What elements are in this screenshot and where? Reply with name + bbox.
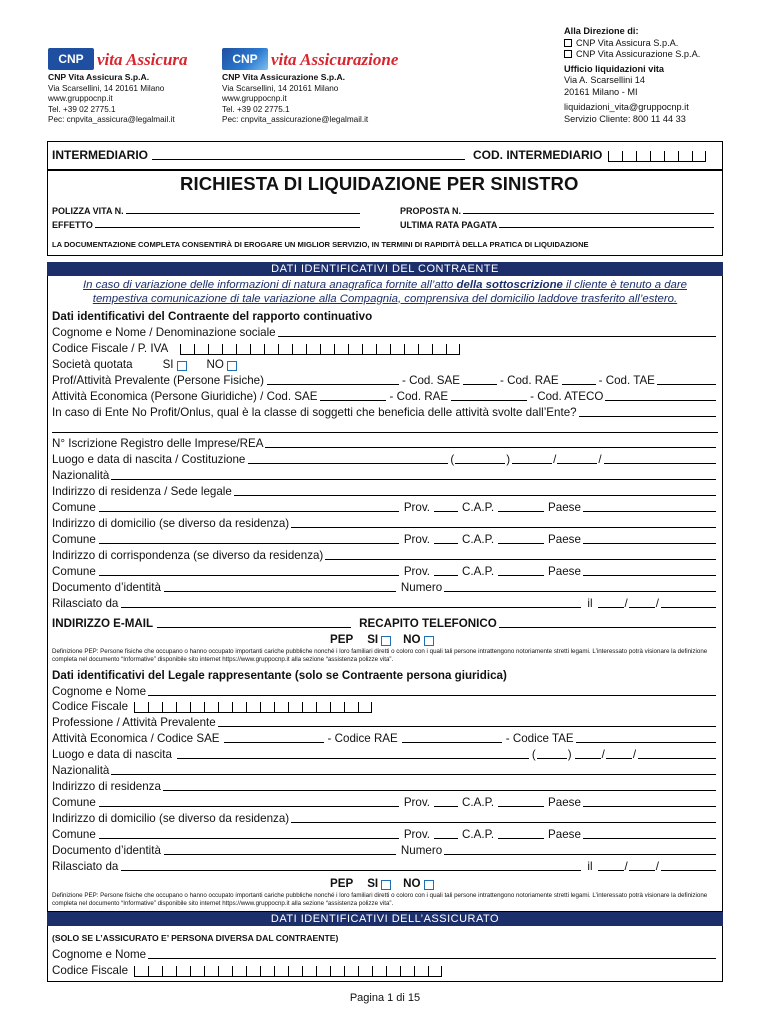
direction-option-2: CNP Vita Assicurazione S.p.A. [576, 49, 701, 59]
nazionalita-field[interactable] [111, 479, 716, 480]
page-title: RICHIESTA DI LIQUIDAZIONE PER SINISTRO [180, 173, 579, 194]
legale-nascita-label: Luogo e data di nascita [52, 748, 172, 761]
pep-no-label: NO [403, 877, 421, 890]
assicurato-cf-label: Codice Fiscale [52, 964, 129, 977]
pep-no-checkbox[interactable] [424, 636, 434, 646]
legale-nazionalita-row [52, 764, 718, 777]
ente-field[interactable] [579, 416, 716, 417]
prof-row [52, 374, 718, 387]
paese-label: Paese [548, 533, 581, 546]
legale-cognome-row [52, 685, 718, 698]
domicilio-row [52, 517, 718, 530]
cap-label: C.A.P. [462, 828, 495, 841]
prov-field[interactable] [434, 838, 458, 839]
legale-residenza-field[interactable] [163, 790, 716, 791]
company-pec: Pec: cnpvita_assicurazione@legalmail.it [222, 115, 369, 124]
company-info-assicura [48, 72, 175, 126]
assicurato-cf-field[interactable] [134, 966, 442, 977]
no-label: NO [206, 358, 224, 371]
cod-rae-label: - Cod. RAE [500, 374, 559, 387]
direction-title: Alla Direzione di: [564, 26, 639, 36]
paese-label: Paese [548, 796, 581, 809]
legale-nascita-giorno-field[interactable] [575, 758, 601, 759]
notice-text: LA DOCUMENTAZIONE COMPLETA CONSENTIRÀ DI EROGARE UN MIGLIOR SERVIZIO, IN TERMINI DI RAPIDITÀ DELLA PRATICA DI LIQUIDAZIONE [52, 240, 589, 249]
attivita-rae-field[interactable] [451, 400, 527, 401]
telefono-field[interactable] [499, 627, 716, 628]
checkbox-assicurazione[interactable] [564, 50, 572, 58]
legale-rilascio-anno-field[interactable] [661, 870, 716, 871]
legale-documento-label: Documento d’identità [52, 844, 161, 857]
legale-rae-label: - Codice RAE [327, 732, 398, 745]
direction-option-1: CNP Vita Assicura S.p.A. [576, 37, 679, 48]
legale-subtitle: Dati identificativi del Legale rappresentante (solo se Contraente persona giuridica) [52, 669, 507, 682]
rea-row [52, 437, 718, 450]
rilascio-giorno-field[interactable] [598, 607, 624, 608]
proposta-row [400, 206, 716, 216]
nascita-label: Luogo e data di nascita / Costituzione [52, 453, 246, 466]
prov-label: Prov. [403, 796, 431, 809]
nazionalita-label: Nazionalità [52, 469, 110, 482]
assicurato-cognome-row [52, 948, 718, 961]
assicurato-cognome-field[interactable] [148, 958, 716, 959]
legale-comune-row-2 [52, 828, 718, 841]
polizza-label: POLIZZA VITA N. [52, 206, 124, 216]
quotata-no-checkbox[interactable] [227, 361, 237, 371]
polizza-field[interactable] [126, 213, 360, 214]
company-name: CNP Vita Assicurazione S.p.A. [222, 72, 346, 82]
page-number: Pagina 1 di 15 [349, 992, 421, 1004]
cod-sae-field[interactable] [463, 384, 497, 385]
vita-assicurazione-wordmark: vita Assicurazione [271, 50, 399, 69]
company-web: www.gruppocnp.it [222, 94, 287, 103]
legale-cognome-field[interactable] [148, 695, 716, 696]
legale-domicilio-label: Indirizzo di domicilio (se diverso da residenza) [52, 812, 290, 825]
legale-domicilio-row [52, 812, 718, 825]
domicilio-label: Indirizzo di domicilio (se diverso da residenza) [52, 517, 290, 530]
legale-nascita-anno-field[interactable] [638, 758, 716, 759]
cnp-logo-mark-2: CNP [222, 48, 268, 70]
cod-ateco-field[interactable] [605, 400, 716, 401]
pep-label: PEP [330, 877, 354, 890]
cognome-field[interactable] [278, 336, 716, 337]
rilascio-anno-field[interactable] [661, 607, 716, 608]
legale-nazionalita-field[interactable] [111, 774, 716, 775]
legale-rilascio-mese-field[interactable] [629, 870, 655, 871]
paese-field[interactable] [583, 575, 716, 576]
comune-row-3 [52, 565, 718, 578]
variation-notice-1a: In caso di variazione delle informazioni di natura anagrafica fornite all’atto [82, 279, 457, 291]
corrispondenza-row [52, 549, 718, 562]
checkbox-assicura[interactable] [564, 39, 572, 47]
company-name: CNP Vita Assicura S.p.A. [48, 72, 150, 82]
company-tel: Tel. +39 02 2775.1 [48, 104, 116, 114]
cf-field[interactable] [180, 344, 460, 355]
pep-note-2: Definizione PEP: Persone fisiche che occupano o hanno occupato importanti cariche pubbliche nonché i loro familiari diretti o coloro con i quali tali persone intrattengono notoriamente stretti legami. L’interessato potrà visionare la definizione completa nel documento “Informative” disponibile sito internet https://www.gruppocnp.it alla sezione “assistenza polizze vita”. [52, 892, 708, 907]
rea-label: N° Iscrizione Registro delle Imprese/REA [52, 437, 264, 450]
residenza-row [52, 485, 718, 498]
direction-block [564, 26, 700, 125]
attivita-sae-field[interactable] [320, 400, 386, 401]
attivita-label: Attività Economica (Persone Giuridiche) / Cod. SAE [52, 390, 318, 403]
prov-field[interactable] [434, 575, 458, 576]
vita-assicura-wordmark: vita Assicura [97, 50, 188, 69]
cap-label: C.A.P. [462, 796, 495, 809]
cf-label: Codice Fiscale / P. IVA [52, 342, 169, 355]
proposta-field[interactable] [463, 213, 714, 214]
cap-field[interactable] [498, 838, 544, 839]
cap-field[interactable] [498, 806, 544, 807]
cod-tae-label: - Cod. TAE [598, 374, 655, 387]
proposta-label: PROPOSTA N. [400, 206, 462, 216]
comune-field[interactable] [99, 575, 399, 576]
legale-prof-row [52, 716, 718, 729]
telefono-label: RECAPITO TELEFONICO [359, 617, 497, 630]
comune-row-2 [52, 533, 718, 546]
nascita-prov-field[interactable] [455, 463, 505, 464]
email-field[interactable] [157, 627, 351, 628]
cap-field[interactable] [498, 511, 544, 512]
legale-numero-label: Numero [400, 844, 443, 857]
legale-comune-row-1 [52, 796, 718, 809]
quotata-row [52, 358, 237, 371]
company-address: Via Scarsellini, 14 20161 Milano [48, 83, 165, 93]
legale-rae-field[interactable] [402, 742, 502, 743]
paese-label: Paese [548, 828, 581, 841]
comune-label: Comune [52, 796, 96, 809]
effetto-field[interactable] [95, 227, 360, 228]
corrispondenza-label: Indirizzo di corrispondenza (se diverso da residenza) [52, 549, 324, 562]
legale-pep-no-checkbox[interactable] [424, 880, 434, 890]
variation-notice-2: tempestiva comunicazione di tale variazione alla Compagnia, comprensiva del domicilio laddove trasferito all’estero. [92, 292, 678, 305]
company-address: Via Scarsellini, 14 20161 Milano [222, 83, 339, 93]
legale-rilascio-giorno-field[interactable] [598, 870, 624, 871]
comune-field[interactable] [99, 838, 399, 839]
residenza-field[interactable] [234, 495, 716, 496]
email-label: INDIRIZZO E-MAIL [52, 617, 154, 630]
ultima-rata-field[interactable] [499, 227, 714, 228]
contatti-row [52, 617, 718, 630]
comune-row-1 [52, 501, 718, 514]
office-email: liquidazioni_vita@gruppocnp.it [564, 102, 689, 112]
nascita-mese-field[interactable] [557, 463, 597, 464]
prov-field[interactable] [434, 806, 458, 807]
documento-field[interactable] [164, 591, 396, 592]
quotata-si-checkbox[interactable] [177, 361, 187, 371]
comune-field[interactable] [99, 806, 399, 807]
legale-nascita-mese-field[interactable] [606, 758, 632, 759]
paese-field[interactable] [583, 806, 716, 807]
cognome-row [52, 326, 718, 339]
comune-field[interactable] [99, 511, 399, 512]
cod-intermediario-field[interactable] [608, 151, 706, 162]
ente-label: In caso di Ente No Profit/Onlus, qual è la classe di soggetti che beneficia delle attività svolte dall’Ente? [52, 406, 577, 419]
legale-residenza-label: Indirizzo di residenza [52, 780, 161, 793]
paese-field[interactable] [583, 543, 716, 544]
numero-label: Numero [400, 581, 443, 594]
si-label: SI [162, 358, 174, 371]
domicilio-field[interactable] [291, 527, 716, 528]
cap-label: C.A.P. [462, 565, 495, 578]
effetto-label: EFFETTO [52, 220, 93, 230]
legale-attivita-label: Attività Economica / Codice SAE [52, 732, 220, 745]
intermediario-row [52, 148, 720, 162]
cap-field[interactable] [498, 543, 544, 544]
rilascio-mese-field[interactable] [629, 607, 655, 608]
legale-documento-row [52, 844, 718, 857]
ultima-rata-label: ULTIMA RATA PAGATA [400, 220, 498, 230]
ente-row [52, 406, 718, 419]
numero-field[interactable] [444, 591, 716, 592]
comune-label: Comune [52, 565, 96, 578]
prof-label: Prof/Attività Prevalente (Persone Fisiche) [52, 374, 264, 387]
cod-tae-field[interactable] [657, 384, 716, 385]
il-label: il [587, 860, 593, 873]
pep-si-label: SI [367, 633, 379, 646]
comune-label: Comune [52, 501, 96, 514]
legale-cf-row [52, 700, 372, 713]
variation-notice-1b: della sottoscrizione [456, 279, 563, 291]
rilasciato-row: Rilasciato da il / / [52, 597, 718, 610]
office-name: Ufficio liquidazioni vita [564, 63, 665, 74]
legale-cognome-label: Cognome e Nome [52, 685, 147, 698]
legale-rilasciato-label: Rilasciato da [52, 860, 119, 873]
pep-row-1 [330, 633, 434, 646]
cnp-logo-mark: CNP [48, 48, 94, 70]
cap-field[interactable] [498, 575, 544, 576]
legale-residenza-row [52, 780, 718, 793]
ente-field-line-2[interactable] [52, 432, 718, 433]
documento-label: Documento d’identità [52, 581, 161, 594]
assicurato-cf-row [52, 964, 442, 977]
pep-si-checkbox[interactable] [381, 636, 391, 646]
company-web: www.gruppocnp.it [48, 94, 113, 103]
effetto-row [52, 220, 362, 230]
intermediario-label: INTERMEDIARIO [52, 148, 148, 162]
paese-label: Paese [548, 565, 581, 578]
contraente-subtitle: Dati identificativi del Contraente del rapporto continuativo [52, 310, 373, 323]
pep-note-1: Definizione PEP: Persone fisiche che occupano o hanno occupato importanti cariche pubbliche nonché i loro familiari diretti o coloro con i quali tali persone intrattengono notoriamente stretti legami. L’interessato potrà visionare la definizione completa nel documento “Informative” disponibile sito internet https://www.gruppocnp.it alla sezione “assistenza polizze vita”. [52, 648, 708, 663]
legale-prof-label: Professione / Attività Prevalente [52, 716, 216, 729]
customer-service: Servizio Cliente: 800 11 44 33 [564, 113, 686, 124]
legale-tae-field[interactable] [576, 742, 716, 743]
prov-label: Prov. [403, 565, 431, 578]
variation-notice-1c: il cliente è tenuto a dare [562, 279, 688, 291]
prov-label: Prov. [403, 533, 431, 546]
nascita-anno-field[interactable] [604, 463, 716, 464]
legale-cf-label: Codice Fiscale [52, 700, 129, 713]
company-pec: Pec: cnpvita_assicura@legalmail.it [48, 115, 175, 124]
legale-rilasciato-field[interactable] [121, 870, 581, 871]
assicurato-note-text: SOLO SE L’ASSICURATO E’ PERSONA DIVERSA DAL CONTRAENTE [54, 933, 336, 943]
comune-label: Comune [52, 828, 96, 841]
residenza-label: Indirizzo di residenza / Sede legale [52, 485, 232, 498]
legale-nazionalita-label: Nazionalità [52, 764, 110, 777]
variation-notice [47, 279, 723, 306]
cognome-label: Cognome e Nome / Denominazione sociale [52, 326, 276, 339]
company-tel: Tel. +39 02 2775.1 [222, 104, 290, 114]
pep-si-label: SI [367, 877, 379, 890]
corrispondenza-field[interactable] [325, 559, 716, 560]
legale-numero-field[interactable] [444, 854, 716, 855]
documento-row [52, 581, 718, 594]
assicurato-section-bar: DATI IDENTIFICATIVI DELL’ASSICURATO [47, 912, 723, 926]
prov-label: Prov. [403, 828, 431, 841]
paese-field[interactable] [583, 838, 716, 839]
rilasciato-label: Rilasciato da [52, 597, 119, 610]
cap-label: C.A.P. [462, 533, 495, 546]
paese-field[interactable] [583, 511, 716, 512]
prov-label: Prov. [403, 501, 431, 514]
legale-documento-field[interactable] [164, 854, 396, 855]
assicurato-cognome-label: Cognome e Nome [52, 948, 147, 961]
legale-domicilio-field[interactable] [291, 822, 716, 823]
legale-sae-field[interactable] [224, 742, 324, 743]
nazionalita-row [52, 469, 718, 482]
cod-ateco-label: - Cod. ATECO [530, 390, 604, 403]
nascita-giorno-field[interactable] [512, 463, 552, 464]
cod-intermediario-label: COD. INTERMEDIARIO [473, 148, 603, 162]
prov-field[interactable] [434, 543, 458, 544]
ultima-rata-row [400, 220, 716, 230]
rea-field[interactable] [265, 447, 716, 448]
company-info-assicurazione [222, 72, 368, 126]
intermediario-field[interactable] [152, 159, 465, 160]
cap-label: C.A.P. [462, 501, 495, 514]
legale-nascita-luogo-field[interactable] [177, 758, 529, 759]
comune-label: Comune [52, 533, 96, 546]
legale-nascita-row: Luogo e data di nascita ( ) / / [52, 748, 718, 761]
pep-row-2 [330, 877, 434, 890]
attivita-row [52, 390, 718, 403]
cod-rae-field[interactable] [562, 384, 596, 385]
cf-row [52, 342, 460, 355]
quotata-label: Società quotata [52, 358, 133, 371]
legale-cf-field[interactable] [134, 702, 372, 713]
legale-prof-field[interactable] [218, 726, 716, 727]
il-label: il [587, 597, 593, 610]
cod-sae-label: - Cod. SAE [402, 374, 460, 387]
contraente-section-bar: DATI IDENTIFICATIVI DEL CONTRAENTE [47, 262, 723, 276]
comune-field[interactable] [99, 543, 399, 544]
assicurato-note: (SOLO SE L’ASSICURATO E’ PERSONA DIVERSA DAL CONTRAENTE) [52, 933, 339, 943]
legale-pep-si-checkbox[interactable] [381, 880, 391, 890]
nascita-row: Luogo e data di nascita / Costituzione ( ) / / [52, 453, 718, 466]
polizza-row [52, 206, 362, 216]
pep-label: PEP [330, 633, 354, 646]
legale-nascita-prov-field[interactable] [537, 758, 567, 759]
cod-rae-label-2: - Cod. RAE [389, 390, 449, 403]
prof-field[interactable] [267, 384, 399, 385]
logo-cnp-vita-assicura [48, 22, 188, 70]
pep-no-label: NO [403, 633, 421, 646]
prov-field[interactable] [434, 511, 458, 512]
rilasciato-field[interactable] [121, 607, 581, 608]
legale-rilasciato-row: Rilasciato da il / / [52, 860, 718, 873]
legale-attivita-row [52, 732, 718, 745]
logo-cnp-vita-assicurazione [222, 22, 398, 70]
office-street: Via A. Scarsellini 14 [564, 75, 646, 85]
office-city: 20161 Milano - MI [564, 86, 638, 97]
nascita-luogo-field[interactable] [248, 463, 448, 464]
paese-label: Paese [548, 501, 581, 514]
legale-tae-label: - Codice TAE [505, 732, 574, 745]
